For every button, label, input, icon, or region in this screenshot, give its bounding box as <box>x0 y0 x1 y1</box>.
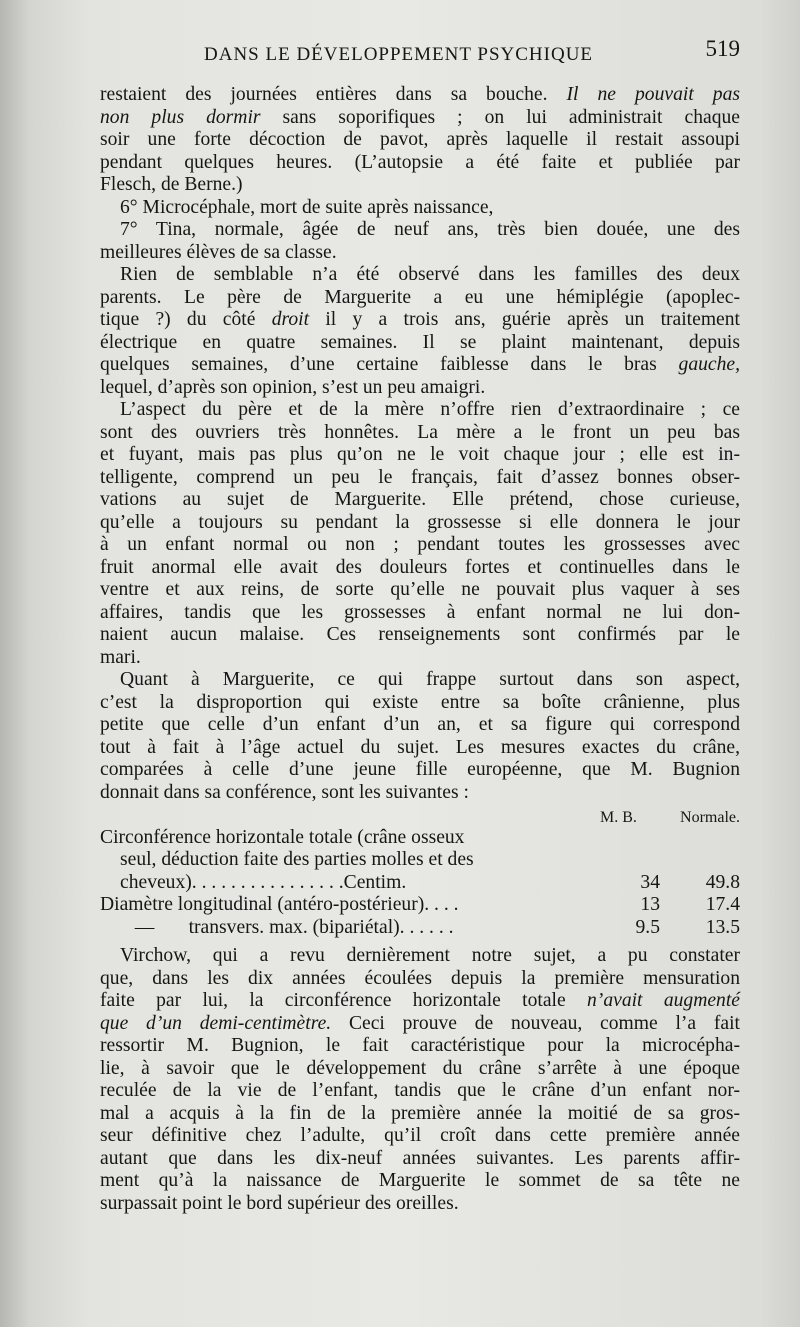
measurement-value-normale: 13.5 <box>705 916 740 938</box>
text-line: donnait dans sa conférence, sont les suivantes : <box>100 781 469 803</box>
text-line: ment qu’à la naissance de Marguerite le sommet de sa tête ne <box>100 1170 740 1191</box>
column-header-normale: Normale. <box>680 809 740 826</box>
text-line: meilleures élèves de sa classe. <box>100 241 337 263</box>
text-line: quelques semaines, d’une certaine faiblesse dans le bras gauche, <box>100 354 740 375</box>
measurement-value-normale: 17.4 <box>705 894 740 915</box>
column-header-mb: M. B. <box>600 809 637 826</box>
text-line: Flesch, de Berne.) <box>100 174 243 195</box>
text-line: Virchow, qui a revu dernièrement notre sujet, a pu constater <box>120 945 740 966</box>
page-number: 519 <box>705 36 740 61</box>
text-line: mal a acquis à la fin de la première année la moitié de sa gros- <box>100 1102 740 1124</box>
measurement-row <box>100 917 740 940</box>
text-line: parents. Le père de Marguerite a eu une hémiplégie (apoplec- <box>100 286 740 308</box>
text-line: ventre et aux reins, de sorte qu’elle ne pouvait plus vaquer à ses <box>100 579 740 600</box>
text-line: lie, à savoir que le développement du crâne s’arrête à une époque <box>100 1057 740 1079</box>
text-line: fruit anormal elle avait des douleurs fortes et continuelles dans le <box>100 556 740 578</box>
measurement-row <box>100 827 740 850</box>
text-line: Quant à Marguerite, ce qui frappe surtout dans son aspect, <box>120 669 740 690</box>
text-line: tout à fait à l’âge actuel du sujet. Les mesures exactes du crâne, <box>100 736 740 758</box>
text-line: seur définitive chez l’adulte, qu’il croît dans cette première année <box>100 1125 740 1146</box>
text-line: tique ?) du côté droit il y a trois ans, guérie après un traitement <box>100 309 740 330</box>
text-line: naient aucun malaise. Ces renseignements sont confirmés par le <box>100 624 740 645</box>
text-line: reculée de la vie de l’enfant, tandis que le crâne d’un enfant nor- <box>100 1080 740 1101</box>
text-line: L’aspect du père et de la mère n’offre rien d’extraordinaire ; ce <box>120 399 740 420</box>
page-body <box>100 84 740 1215</box>
text-line: sont des ouvriers très honnêtes. La mère a le front un peu bas <box>100 421 740 443</box>
measurement-label: cheveux). . . . . . . . . . . . . . . .Centim. <box>120 871 407 893</box>
measurement-row <box>100 894 740 917</box>
measurement-value-mb: 13 <box>640 894 660 915</box>
text-line: électrique en quatre semaines. Il se plaint maintenant, depuis <box>100 331 740 353</box>
page-header <box>100 36 740 76</box>
text-line: ressortir M. Bugnion, le fait caractéristique pour la microcépha- <box>100 1035 740 1056</box>
text-line: affaires, tandis que les grossesses à enfant normal ne lui don- <box>100 601 740 623</box>
text-line: telligente, comprend un peu le français, fait d’assez bonnes obser- <box>100 466 740 488</box>
measurements-header <box>100 804 740 827</box>
measurement-label: Diamètre longitudinal (antéro-postérieur). . . . <box>100 894 459 915</box>
text-line: petite que celle d’un enfant d’un an, et sa figure qui correspond <box>100 714 740 735</box>
running-title: DANS LE DÉVELOPPEMENT PSYCHIQUE <box>204 44 594 65</box>
measurement-label: Circonférence horizontale totale (crâne osseux <box>100 826 465 848</box>
text-line: faite par lui, la circonférence horizontale totale n’avait augmenté <box>100 990 740 1011</box>
text-line: pendant quelques heures. (L’autopsie a été faite et publiée par <box>100 151 740 173</box>
text-line: qu’elle a toujours su pendant la grossesse si elle donnera le jour <box>100 511 740 533</box>
text-line: 6° Microcéphale, mort de suite après naissance, <box>120 196 494 218</box>
measurement-row <box>100 872 740 895</box>
text-line: surpassait point le bord supérieur des oreilles. <box>100 1192 459 1214</box>
text-line: Rien de semblable n’a été observé dans les familles des deux <box>120 264 740 285</box>
text-line: que d’un demi-centimètre. Ceci prouve de nouveau, comme l’a fait <box>100 1012 740 1034</box>
measurement-value-mb: 9.5 <box>635 916 660 938</box>
measurement-label: seul, déduction faite des parties molles et des <box>120 849 474 870</box>
measurement-label: — transvers. max. (bipariétal). . . . . . <box>120 916 454 938</box>
text-line: 7° Tina, normale, âgée de neuf ans, très bien douée, une des <box>120 219 740 240</box>
measurement-value-normale: 49.8 <box>705 871 740 893</box>
text-line: lequel, d’après son opinion, s’est un peu amaigri. <box>100 376 486 398</box>
text-line: comparées à celle d’une jeune fille européenne, que M. Bugnion <box>100 759 740 780</box>
measurement-value-mb: 34 <box>640 871 660 893</box>
text-line: que, dans les dix années écoulées depuis la première mensuration <box>100 967 740 989</box>
text-line: restaient des journées entières dans sa bouche. Il ne pouvait pas <box>100 84 740 105</box>
text-line: autant que dans les dix-neuf années suivantes. Les parents affir- <box>100 1147 740 1169</box>
text-line: mari. <box>100 646 141 668</box>
text-line: soir une forte décoction de pavot, après laquelle il restait assoupi <box>100 129 740 150</box>
measurement-row <box>100 849 740 872</box>
text-line: non plus dormir sans soporifiques ; on lui administrait chaque <box>100 106 740 128</box>
text-line: vations au sujet de Marguerite. Elle prétend, chose curieuse, <box>100 489 740 510</box>
text-line: c’est la disproportion qui existe entre sa boîte crânienne, plus <box>100 691 740 713</box>
text-line: à un enfant normal ou non ; pendant toutes les grossesses avec <box>100 534 740 555</box>
text-line: et fuyant, mais pas plus qu’on ne le voit chaque jour ; elle est in- <box>100 444 740 465</box>
